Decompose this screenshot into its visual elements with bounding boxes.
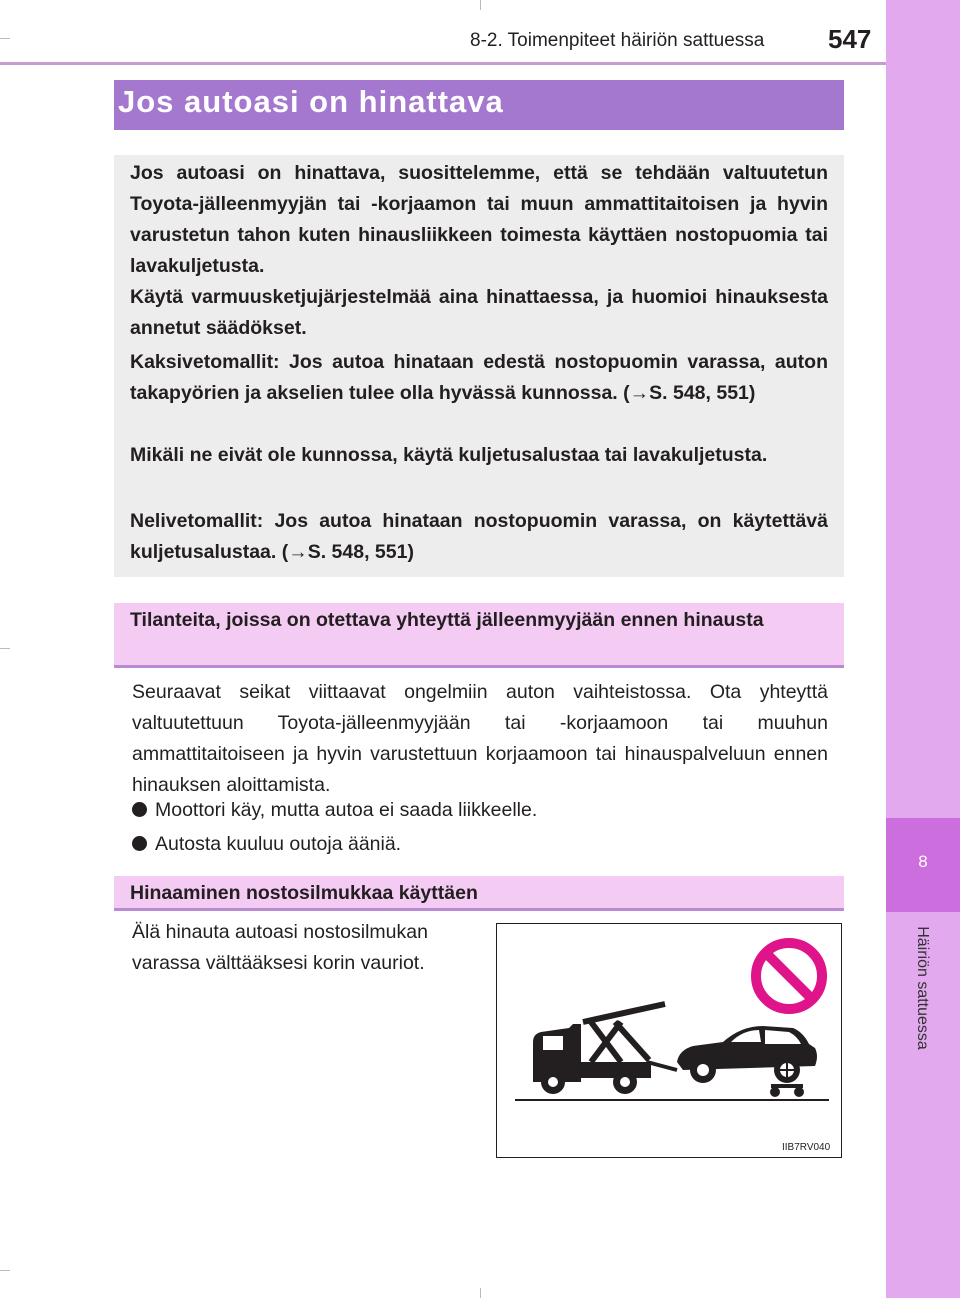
bullet-icon [132,802,147,817]
list-item: Autosta kuuluu outoja ääniä. [132,829,401,860]
bullet-icon [132,836,147,851]
list-item: Moottori käy, mutta autoa ei saada liikkeelle. [132,795,537,826]
section-heading: Hinaaminen nostosilmukkaa käyttäen [130,882,478,904]
page-number: 547 [828,24,872,54]
section-heading: Tilanteita, joissa on otettava yhteyttä jälleenmyyjään ennen hinausta [130,609,764,631]
towing-illustration [496,923,842,1158]
crop-mark [480,0,481,10]
section-body: Seuraavat seikat viittaavat ongelmiin auton vaihteistossa. Ota yhteyttä valtuutettuun Toyota-jälleenmyyjään tai -korjaamoon tai muuhun ammattitaitoiseen ja hyvin varustettuun korjaamoon tai hinauspalveluun ennen hinauksen aloittamista. [132,681,828,796]
crop-mark [0,1270,10,1271]
crop-mark [0,648,10,649]
intro-paragraph: Kaksivetomallit: Jos autoa hinataan edestä nostopuomin varassa, auton takapyörien ja akselien tulee olla hyvässä kunnossa. (→S. 548, 551) [130,351,828,404]
chapter-number: 8 [918,852,928,871]
section-header-title: 8-2. Toimenpiteet häiriön sattuessa [470,30,765,51]
prohibited-icon [756,943,822,1009]
chapter-label: Häiriön sattuessa [914,926,931,1050]
intro-paragraph: Jos autoasi on hinattava, suosittelemme, että se tehdään valtuutetun Toyota-jälleenmyyjän tai -korjaamon tai muun ammattitaitoisen ja hyvin varustetun tahon kuten hinausliikkeen toimesta käyttäen nostopuomia tai lavakuljetusta. [130,162,828,277]
intro-paragraph: Käytä varmuusketjujärjestelmää aina hinattaessa, ja huomioi hinauksesta annetut säädökset. [130,286,828,339]
section-body: Älä hinauta autoasi nostosilmukan varassa välttääksesi korin vauriot. [132,921,428,974]
intro-paragraph: Mikäli ne eivät ole kunnossa, käytä kuljetusalustaa tai lavakuljetusta. [130,444,768,466]
main-title: Jos autoasi on hinattava [118,84,504,119]
header-rule [0,62,886,65]
intro-paragraph: Nelivetomallit: Jos autoa hinataan nostopuomin varassa, on käytettävä kuljetusalustaa. (→S. 548, 551) [130,510,828,563]
crop-mark [0,38,10,39]
figure-code: IIB7RV040 [782,1142,831,1153]
tow-truck-illustration [497,924,841,1157]
chapter-side-tab [886,0,960,1298]
crop-mark [480,1288,481,1298]
